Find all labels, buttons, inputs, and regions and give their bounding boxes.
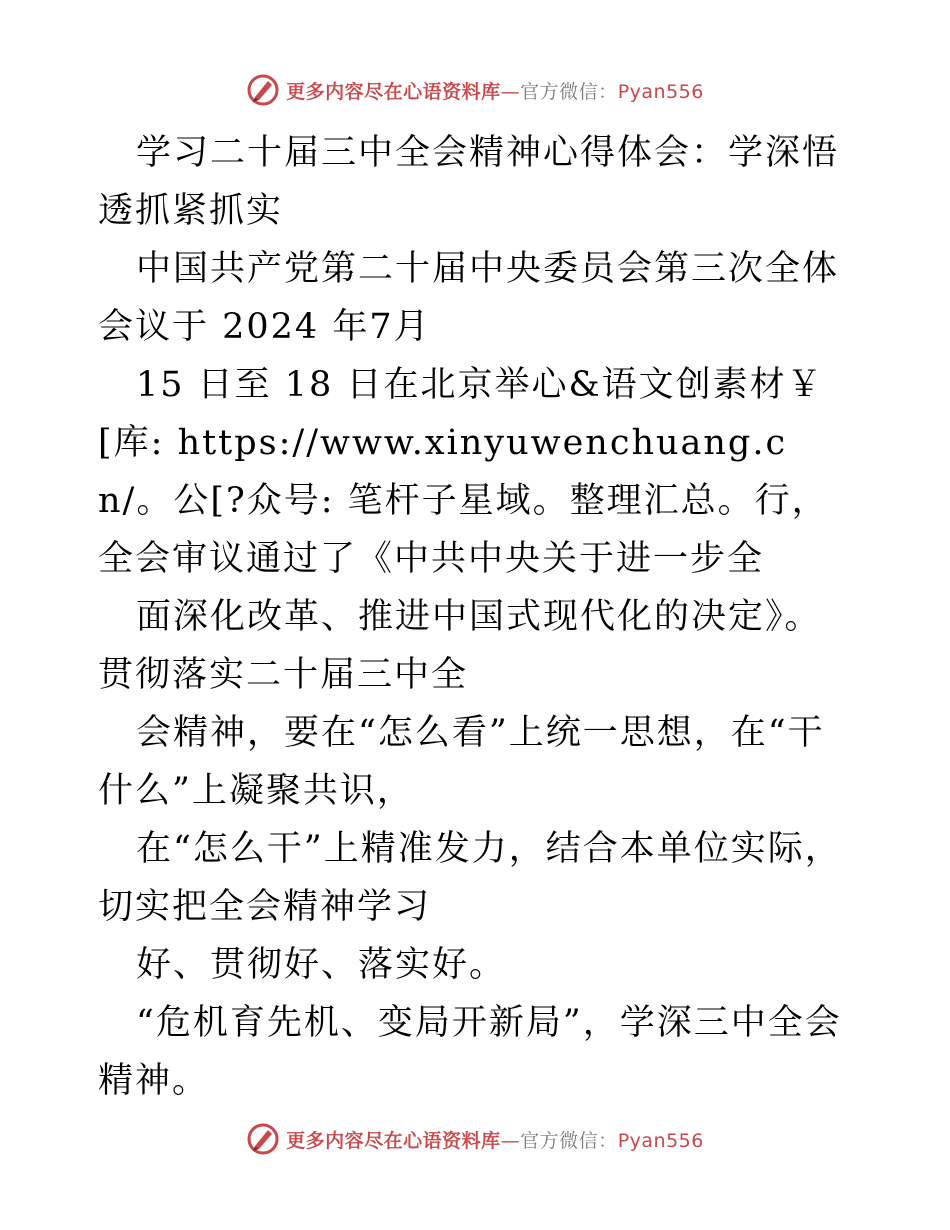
paragraph: 会精神，要在“怎么看”上统一思想，在“干什么”上凝聚共识，	[98, 713, 825, 811]
paragraph: 在“怎么干”上精准发力，结合本单位实际，切实把全会精神学习	[98, 829, 842, 927]
banner-wechat-label: 官方微信：	[520, 1129, 618, 1152]
banner-dash: —	[500, 80, 521, 103]
banner-wechat-id: Pyan556	[617, 80, 704, 103]
document-body	[98, 124, 858, 1110]
pen-logo-icon	[246, 1122, 280, 1156]
header-banner	[0, 70, 950, 110]
paragraph: “危机育先机、变局开新局”，学深三中全会精神。	[98, 1003, 842, 1101]
banner-text	[286, 1126, 704, 1153]
paragraph: 中国共产党第二十届中央委员会第三次全体会议于 2024 年7月	[98, 249, 840, 347]
paragraph: 好、贯彻好、落实好。	[136, 945, 507, 985]
banner-text	[286, 77, 704, 104]
paragraph: 15 日至 18 日在北京举心&语文创素材￥[库: https://www.xinyuwenchuang.cn/。公[?众号: 笔杆子星域。整理汇总。行，全会审议通过了《中共中央关于进一步全	[98, 365, 829, 579]
footer-banner	[0, 1119, 950, 1159]
banner-dash: —	[500, 1129, 521, 1152]
banner-site-text: 更多内容尽在心语资料库	[286, 1129, 501, 1152]
paragraph: 面深化改革、推进中国式现代化的决定》。贯彻落实二十届三中全	[98, 597, 822, 695]
banner-wechat-id: Pyan556	[617, 1129, 704, 1152]
banner-site-text: 更多内容尽在心语资料库	[286, 80, 501, 103]
paragraph-title: 学习二十届三中全会精神心得体会：学深悟透抓紧抓实	[98, 133, 840, 231]
pen-logo-icon	[246, 73, 280, 107]
banner-wechat-label: 官方微信：	[520, 80, 618, 103]
